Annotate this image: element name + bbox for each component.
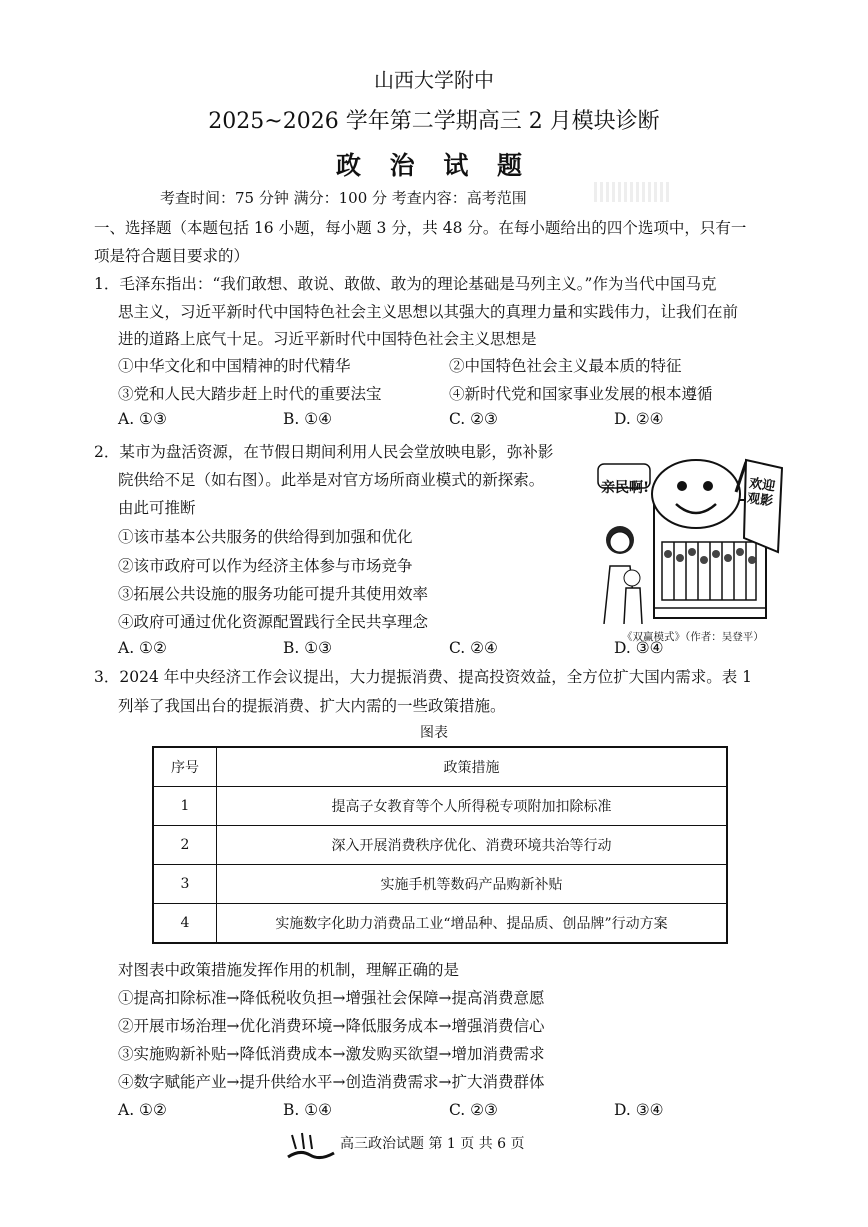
table-cell: 2 — [153, 826, 217, 865]
q2-statement-4: ④政府可通过优化资源配置践行全民共享理念 — [118, 613, 429, 631]
q3-question: 对图表中政策措施发挥作用的机制，理解正确的是 — [118, 961, 460, 979]
q1-option-a: A. ①③ — [118, 410, 167, 428]
policy-table — [152, 746, 728, 944]
q1-stem-line-1: 1．毛泽东指出：“我们敢想、敢说、敢做、敢为的理论基础是马列主义。”作为当代中国马克 — [94, 275, 717, 293]
table-cell: 1 — [153, 787, 217, 826]
table-row — [153, 826, 727, 865]
scribble-mark — [286, 1127, 336, 1165]
table-row — [153, 865, 727, 904]
q2-statement-1: ①该市基本公共服务的供给得到加强和优化 — [118, 528, 413, 546]
q2-option-b: B. ①③ — [283, 639, 333, 657]
q3-statement-4: ④数字赋能产业→提升供给水平→创造消费需求→扩大消费群体 — [118, 1073, 545, 1091]
table-cell: 3 — [153, 865, 217, 904]
q3-option-d: D. ③④ — [614, 1101, 664, 1119]
q2-option-c: C. ②④ — [449, 639, 498, 657]
table-row — [153, 787, 727, 826]
section-instructions-line-1: 一、选择题（本题包括 16 小题，每小题 3 分，共 48 分。在每小题给出的四个选项中，只有一 — [94, 219, 747, 237]
table-header-row — [153, 747, 727, 787]
cartoon-illustration — [596, 442, 786, 624]
faint-stamp-mark — [594, 182, 672, 202]
q1-option-b: B. ①④ — [283, 410, 333, 428]
section-instructions-line-2: 项是符合题目要求的） — [94, 247, 250, 265]
q2-option-d: D. ③④ — [614, 639, 664, 657]
exam-term: 2025~2026 学年第二学期高三 2 月模块诊断 — [208, 109, 660, 134]
q1-option-d: D. ②④ — [614, 410, 664, 428]
q1-statement-1: ①中华文化和中国精神的时代精华 — [118, 357, 351, 375]
q1-statement-2: ②中国特色社会主义最本质的特征 — [449, 357, 682, 375]
table-cell: 4 — [153, 904, 217, 944]
q2-statement-3: ③拓展公共设施的服务功能可提升其使用效率 — [118, 585, 429, 603]
table-header-cell: 序号 — [153, 747, 217, 787]
q3-statement-1: ①提高扣除标准→降低税收负担→增强社会保障→提高消费意愿 — [118, 989, 545, 1007]
q3-option-a: A. ①② — [118, 1101, 167, 1119]
q3-stem-line-1: 3．2024 年中央经济工作会议提出，大力提振消费、提高投资效益，全方位扩大国内需求。表 1 — [94, 668, 753, 686]
q1-option-c: C. ②③ — [449, 410, 498, 428]
cartoon-speech-text: 亲民啊! — [601, 480, 650, 496]
school-name: 山西大学附中 — [374, 68, 494, 92]
cartoon-banner-text: 欢迎观影 — [746, 476, 776, 510]
q1-statement-3: ③党和人民大踏步赶上时代的重要法宝 — [118, 385, 382, 403]
q3-statement-2: ②开展市场治理→优化消费环境→降低服务成本→增强消费信心 — [118, 1017, 545, 1035]
q2-stem-line-3: 由此可推断 — [118, 499, 196, 517]
exam-meta: 考查时间：75 分钟 满分：100 分 考查内容：高考范围 — [160, 189, 527, 207]
table-title: 图表 — [420, 725, 448, 741]
table-row — [153, 904, 727, 944]
table-cell: 实施数字化助力消费品工业“增品种、提品质、创品牌”行动方案 — [217, 904, 728, 944]
q2-stem-line-2: 院供给不足（如右图）。此举是对官方场所商业模式的新探索。 — [118, 471, 545, 489]
q1-stem-line-3: 进的道路上底气十足。习近平新时代中国特色社会主义思想是 — [118, 330, 537, 348]
q3-stem-line-2: 列举了我国出台的提振消费、扩大内需的一些政策措施。 — [118, 697, 506, 715]
table-cell: 深入开展消费秩序优化、消费环境共治等行动 — [217, 826, 728, 865]
q2-statement-2: ②该市政府可以作为经济主体参与市场竞争 — [118, 557, 413, 575]
q2-stem-line-1: 2．某市为盘活资源，在节假日期间利用人民会堂放映电影，弥补影 — [94, 443, 554, 461]
q3-option-b: B. ①④ — [283, 1101, 333, 1119]
q1-statement-4: ④新时代党和国家事业发展的根本遵循 — [449, 385, 713, 403]
q1-stem-line-2: 思主义，习近平新时代中国特色社会主义思想以其强大的真理力量和实践伟力，让我们在前 — [118, 303, 739, 321]
cartoon-caption: 《双赢模式》（作者：吴登平） — [622, 631, 764, 643]
page-title: 政 治 试 题 — [335, 151, 533, 180]
q2-option-a: A. ①② — [118, 639, 167, 657]
q3-statement-3: ③实施购新补贴→降低消费成本→激发购买欲望→增加消费需求 — [118, 1045, 545, 1063]
q3-option-c: C. ②③ — [449, 1101, 498, 1119]
page-footer: 高三政治试题 第 1 页 共 6 页 — [340, 1136, 525, 1152]
table-cell: 提高子女教育等个人所得税专项附加扣除标准 — [217, 787, 728, 826]
table-header-cell: 政策措施 — [217, 747, 728, 787]
table-cell: 实施手机等数码产品购新补贴 — [217, 865, 728, 904]
